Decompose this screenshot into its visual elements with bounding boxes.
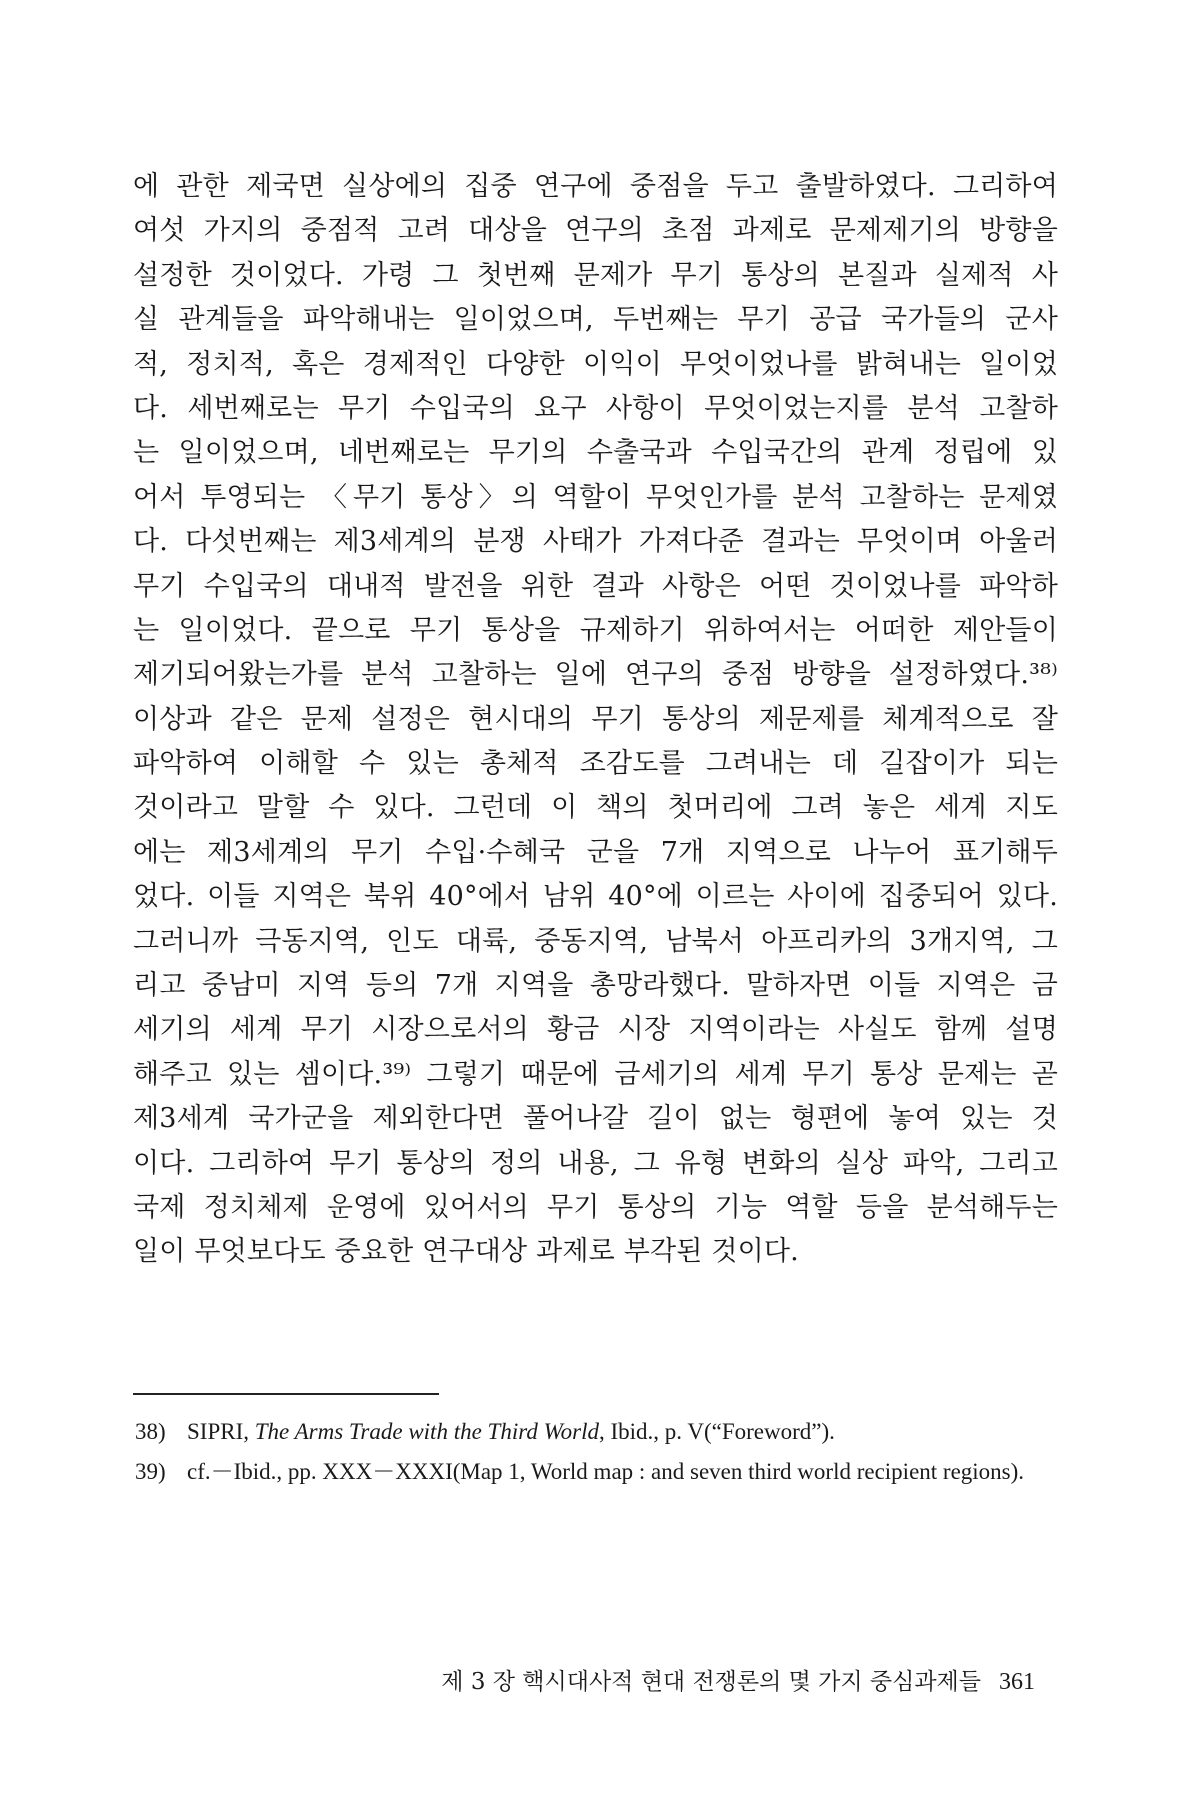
body-line: 파악하여 이해할 수 있는 총체적 조감도를 그려내는 데 길잡이가 되는 xyxy=(133,748,1058,780)
footnote-number: 38) xyxy=(135,1419,166,1444)
body-line: 다. 다섯번째는 제3세계의 분쟁 사태가 가져다준 결과는 무엇이며 아울러 xyxy=(133,526,1058,558)
footnote-suffix: , Ibid., p. V(“Foreword”). xyxy=(598,1419,835,1444)
body-line: 제기되어왔는가를 분석 고찰하는 일에 연구의 중점 방향을 설정하였다.³⁸⁾ xyxy=(133,659,1058,691)
body-text xyxy=(133,165,1058,1275)
body-line: 실 관계들을 파악해내는 일이었으며, 두번째는 무기 공급 국가들의 군사 xyxy=(133,304,1058,336)
body-line: 는 일이었다. 끝으로 무기 통상을 규제하기 위하여서는 어떠한 제안들이 xyxy=(133,614,1058,646)
footnote-separator xyxy=(133,1393,439,1395)
body-line: 제3세계 국가군을 제외한다면 풀어나갈 길이 없는 형편에 놓여 있는 것 xyxy=(133,1103,1058,1135)
footnote-number: 39) xyxy=(135,1459,166,1484)
body-line: 어서 투영되는 〈무기 통상〉의 역할이 무엇인가를 분석 고찰하는 문제였 xyxy=(133,481,1058,513)
body-line: 는 일이었으며, 네번째로는 무기의 수출국과 수입국간의 관계 정립에 있 xyxy=(133,437,1058,469)
body-line: 적, 정치적, 혹은 경제적인 다양한 이익이 무엇이었나를 밝혀내는 일이었 xyxy=(133,348,1058,380)
body-line: 일이 무엇보다도 중요한 연구대상 과제로 부각된 것이다. xyxy=(133,1236,799,1268)
body-line: 설정한 것이었다. 가령 그 첫번째 문제가 무기 통상의 본질과 실제적 사 xyxy=(133,259,1058,291)
body-line: 세기의 세계 무기 시장으로서의 황금 시장 지역이라는 사실도 함께 설명 xyxy=(133,1014,1058,1046)
body-line: 무기 수입국의 대내적 발전을 위한 결과 사항은 어떤 것이었나를 파악하 xyxy=(133,570,1058,602)
body-line: 여섯 가지의 중점적 고려 대상을 연구의 초점 과제로 문제제기의 방향을 xyxy=(133,215,1058,247)
cited-book-title: The Arms Trade with the Third World xyxy=(254,1419,599,1444)
body-line: 국제 정치체제 운영에 있어서의 무기 통상의 기능 역할 등을 분석해두는 xyxy=(133,1191,1058,1223)
body-line: 에 관한 제국면 실상에의 집중 연구에 중점을 두고 출발하였다. 그리하여 xyxy=(133,171,1058,202)
page-footer xyxy=(355,1662,1035,1702)
body-line: 었다. 이들 지역은 북위 40°에서 남위 40°에 이르는 사이에 집중되어 있다. xyxy=(133,881,1058,913)
footnotes xyxy=(135,1412,1058,1492)
body-line: 리고 중남미 지역 등의 7개 지역을 총망라했다. 말하자면 이들 지역은 금 xyxy=(133,970,1058,1002)
body-line: 다. 세번째로는 무기 수입국의 요구 사항이 무엇이었는지를 분석 고찰하 xyxy=(133,392,1058,424)
footnote-38 xyxy=(135,1412,1058,1452)
page-number: 361 xyxy=(999,1669,1035,1695)
footnote-prefix: SIPRI, xyxy=(187,1419,255,1444)
body-line: 이상과 같은 문제 설정은 현시대의 무기 통상의 제문제를 체계적으로 잘 xyxy=(133,703,1058,735)
body-line: 에는 제3세계의 무기 수입·수혜국 군을 7개 지역으로 나누어 표기해두 xyxy=(133,836,1058,868)
footnote-text xyxy=(187,1412,1058,1452)
body-line: 그러니까 극동지역, 인도 대륙, 중동지역, 남북서 아프리카의 3개지역, 그 xyxy=(133,925,1058,957)
body-line: 해주고 있는 셈이다.³⁹⁾ 그렇기 때문에 금세기의 세계 무기 통상 문제는 곧 xyxy=(133,1058,1058,1090)
footnote-39 xyxy=(135,1452,1058,1492)
footnote-text: cf.－Ibid., pp. XXX－XXXI(Map 1, World map : and seven third world recipient regions). xyxy=(187,1459,1025,1484)
body-line: 것이라고 말할 수 있다. 그런데 이 책의 첫머리에 그려 놓은 세계 지도 xyxy=(133,792,1058,824)
running-chapter-title: 제 3 장 핵시대사적 현대 전쟁론의 몇 가지 중심과제들 xyxy=(441,1669,981,1695)
body-line: 이다. 그리하여 무기 통상의 정의 내용, 그 유형 변화의 실상 파악, 그리고 xyxy=(133,1147,1058,1179)
